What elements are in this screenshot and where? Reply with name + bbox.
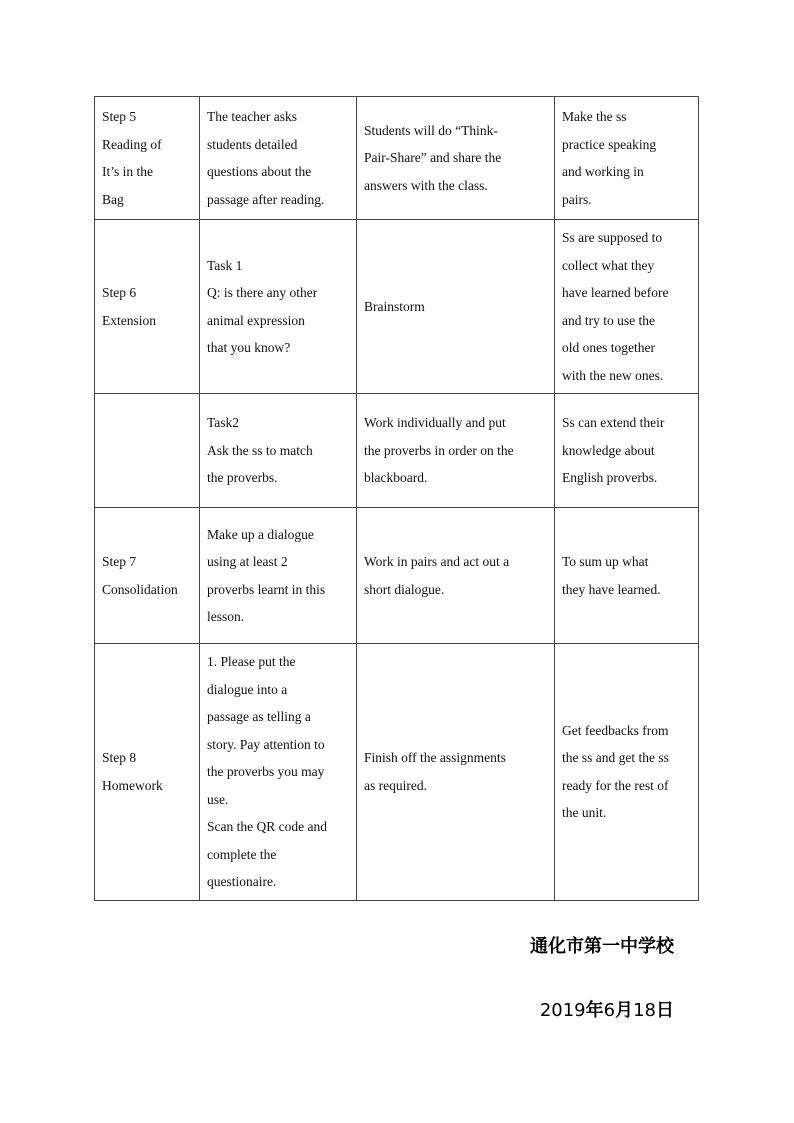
table-row — [95, 220, 699, 394]
step-cell — [95, 394, 200, 508]
date-day-char: 日 — [656, 1000, 674, 1021]
date-year-char: 年 — [585, 1000, 604, 1021]
purpose-cell: Make the ss practice speaking and working in pairs. — [555, 97, 699, 220]
table-row — [95, 508, 699, 644]
teacher-activity-cell: Make up a dialogue using at least 2 proverbs learnt in this lesson. — [200, 508, 357, 644]
date-year: 2019 — [539, 1000, 586, 1021]
student-activity-cell: Students will do “Think- Pair-Share” and share the answers with the class. — [357, 97, 555, 220]
step-cell: Step 5 Reading of It’s in the Bag — [95, 97, 200, 220]
date-month: 6 — [603, 1000, 616, 1021]
purpose-cell: Get feedbacks from the ss and get the ss ready for the rest of the unit. — [555, 644, 699, 901]
student-activity-cell: Work individually and put the proverbs in order on the blackboard. — [357, 394, 555, 508]
lesson-plan-table — [94, 96, 699, 901]
table-row — [95, 644, 699, 901]
purpose-cell: To sum up what they have learned. — [555, 508, 699, 644]
student-activity-cell: Finish off the assignments as required. — [357, 644, 555, 901]
step-cell: Step 6 Extension — [95, 220, 200, 394]
date-day: 18 — [633, 1000, 656, 1021]
date-month-char: 月 — [615, 1000, 634, 1021]
step-cell: Step 8 Homework — [95, 644, 200, 901]
school-name: 通化市第一中学校 — [530, 936, 674, 957]
table-row — [95, 394, 699, 508]
document-date — [540, 996, 674, 1022]
teacher-activity-cell: The teacher asks students detailed questions about the passage after reading. — [200, 97, 357, 220]
step-cell: Step 7 Consolidation — [95, 508, 200, 644]
teacher-activity-cell: Task2 Ask the ss to match the proverbs. — [200, 394, 357, 508]
purpose-cell: Ss are supposed to collect what they have learned before and try to use the old ones together with the new ones. — [555, 220, 699, 394]
purpose-cell: Ss can extend their knowledge about English proverbs. — [555, 394, 699, 508]
student-activity-cell: Work in pairs and act out a short dialogue. — [357, 508, 555, 644]
table-row — [95, 97, 699, 220]
teacher-activity-cell: 1. Please put the dialogue into a passage as telling a story. Pay attention to the proverbs you may use. Scan the QR code and complete the questionaire. — [200, 644, 357, 901]
teacher-activity-cell: Task 1 Q: is there any other animal expression that you know? — [200, 220, 357, 394]
student-activity-cell: Brainstorm — [357, 220, 555, 394]
